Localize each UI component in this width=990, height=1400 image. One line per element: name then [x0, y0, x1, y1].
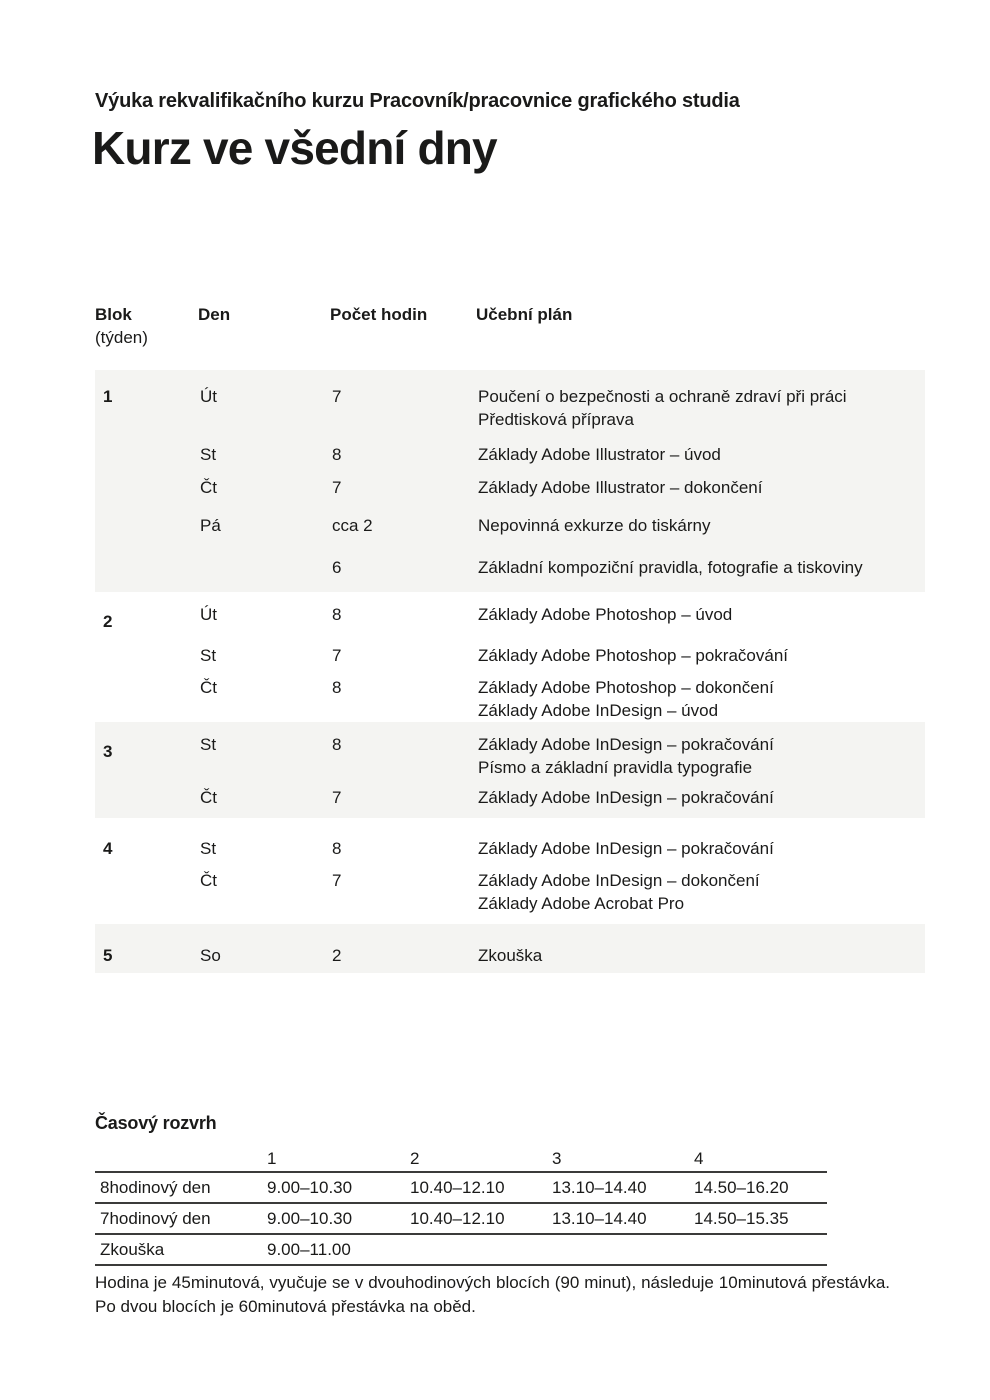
plan-line: Základní kompoziční pravidla, fotografie a tiskoviny: [478, 558, 863, 577]
course-blocks: [95, 370, 925, 973]
plan-line: Předtisková příprava: [478, 410, 634, 429]
timetable-row-label: 8hodinový den: [100, 1178, 211, 1197]
block-number-cell: [95, 944, 200, 967]
course-row: [95, 944, 925, 967]
course-block-3: [95, 722, 925, 818]
day-cell: St: [200, 839, 217, 858]
document-subtitle: Výuka rekvalifikačního kurzu Pracovník/pracovnice grafického studia: [95, 90, 740, 112]
day-cell: [200, 556, 332, 579]
timetable-time: 9.00–10.30: [267, 1209, 353, 1228]
plan-line: Nepovinná exkurze do tiskárny: [478, 516, 711, 535]
timetable-col-header-2: 2: [410, 1149, 420, 1168]
plan-cell: [478, 733, 925, 779]
timetable-time: 13.10–14.40: [552, 1178, 647, 1197]
column-header-blok-sub: (týden): [95, 328, 148, 347]
timetable-time: [410, 1239, 552, 1261]
block-number-cell: [95, 676, 200, 722]
course-row: [95, 443, 925, 466]
day-cell: Pá: [200, 516, 221, 535]
course-row: [95, 869, 925, 915]
course-block-1: [95, 370, 925, 592]
hours-cell: 8: [332, 678, 342, 697]
day-cell: St: [200, 445, 217, 464]
plan-line: Základy Adobe Photoshop – pokračování: [478, 646, 788, 665]
block-number: 2: [103, 612, 113, 631]
timetable-time: [552, 1239, 694, 1261]
course-block-5: [95, 924, 925, 973]
block-number-cell: [95, 556, 200, 579]
hours-cell: 8: [332, 735, 342, 754]
column-header-ucebni-plan: Učební plán: [476, 305, 573, 324]
block-number-cell: [95, 733, 200, 779]
plan-cell: [478, 514, 925, 537]
day-cell: Čt: [200, 788, 217, 807]
course-row: [95, 476, 925, 499]
plan-line: Základy Adobe InDesign – pokračování: [478, 788, 774, 807]
plan-line: Základy Adobe Photoshop – úvod: [478, 605, 733, 624]
block-number-cell: [95, 603, 200, 631]
block-number: 5: [103, 946, 113, 965]
block-number-cell: [95, 385, 200, 431]
course-row: [95, 676, 925, 722]
hours-cell: 6: [332, 558, 342, 577]
plan-cell: [478, 837, 925, 860]
day-cell: Čt: [200, 678, 217, 697]
column-header-pocet-hodin: Počet hodin: [330, 305, 428, 324]
timetable-time: 10.40–12.10: [410, 1178, 505, 1197]
timetable-time: 13.10–14.40: [552, 1209, 647, 1228]
day-cell: Út: [200, 387, 217, 406]
block-number-cell: [95, 514, 200, 537]
course-row: [95, 385, 925, 431]
timetable-time: 10.40–12.10: [410, 1209, 505, 1228]
plan-cell: [478, 385, 925, 431]
plan-cell: [478, 676, 925, 722]
course-row: [95, 514, 925, 537]
hours-cell: 7: [332, 478, 342, 497]
day-cell: Čt: [200, 871, 217, 890]
plan-line: Základy Adobe InDesign – pokračování: [478, 735, 774, 754]
timetable-row-label: 7hodinový den: [100, 1209, 211, 1228]
hours-cell: 8: [332, 839, 342, 858]
timetable-col-header-1: 1: [267, 1149, 277, 1168]
plan-cell: [478, 644, 925, 667]
plan-cell: [478, 476, 925, 499]
hours-cell: 7: [332, 646, 342, 665]
day-cell: Út: [200, 605, 217, 624]
hours-cell: 8: [332, 605, 342, 624]
hours-cell: 7: [332, 871, 342, 890]
plan-line: Základy Adobe Photoshop – dokončení: [478, 678, 774, 697]
timetable-time: 9.00–11.00: [267, 1240, 351, 1259]
column-header-den: Den: [198, 305, 231, 324]
timetable-time: 14.50–16.20: [694, 1178, 789, 1197]
timetable-col-header-3: 3: [552, 1149, 562, 1168]
plan-line: Základy Adobe InDesign – úvod: [478, 701, 719, 720]
day-cell: Čt: [200, 478, 217, 497]
block-number: 1: [103, 387, 113, 406]
timetable-row-label: Zkouška: [100, 1240, 165, 1259]
course-row: [95, 644, 925, 667]
course-row: [95, 837, 925, 860]
block-number-cell: [95, 869, 200, 915]
hours-cell: 7: [332, 788, 342, 807]
timetable-heading: Časový rozvrh: [95, 1113, 217, 1133]
block-number-cell: [95, 476, 200, 499]
plan-line: Základy Adobe Illustrator – úvod: [478, 445, 721, 464]
timetable-row: [95, 1235, 827, 1266]
timetable-header-empty: [95, 1148, 267, 1170]
timetable-rows: [95, 1173, 827, 1266]
course-row: [95, 733, 925, 779]
plan-cell: [478, 786, 925, 809]
block-number-cell: [95, 644, 200, 667]
plan-line: Základy Adobe InDesign – pokračování: [478, 839, 774, 858]
plan-cell: [478, 443, 925, 466]
block-number-cell: [95, 837, 200, 860]
plan-line: Základy Adobe Acrobat Pro: [478, 894, 685, 913]
timetable-row: [95, 1173, 827, 1204]
course-row: [95, 786, 925, 809]
plan-cell: [478, 603, 925, 626]
block-number: 3: [103, 742, 113, 761]
timetable-time: 14.50–15.35: [694, 1209, 789, 1228]
block-number: 4: [103, 839, 113, 858]
plan-cell: [478, 944, 925, 967]
timetable-col-header-4: 4: [694, 1149, 704, 1168]
plan-line: Základy Adobe InDesign – dokončení: [478, 871, 760, 890]
timetable-row: [95, 1204, 827, 1235]
course-row: [95, 556, 925, 579]
hours-cell: 7: [332, 387, 342, 406]
hours-cell: cca 2: [332, 516, 373, 535]
plan-line: Písmo a základní pravidla typografie: [478, 758, 753, 777]
course-block-2: [95, 592, 925, 722]
timetable-time: 9.00–10.30: [267, 1178, 353, 1197]
plan-line: Zkouška: [478, 946, 543, 965]
block-number-cell: [95, 786, 200, 809]
day-cell: St: [200, 646, 217, 665]
day-cell: St: [200, 735, 217, 754]
plan-line: Základy Adobe Illustrator – dokončení: [478, 478, 763, 497]
plan-cell: [478, 869, 925, 915]
course-block-4: [95, 818, 925, 924]
block-number-cell: [95, 443, 200, 466]
hours-cell: 2: [332, 946, 342, 965]
footer-note: Hodina je 45minutová, vyučuje se v dvouhodinových blocích (90 minut), následuje 10minutová přestávka. Po dvou blocích je 60minutová přestávka na oběd.: [95, 1273, 890, 1316]
page-title: Kurz ve všední dny: [92, 122, 497, 174]
column-header-blok-label: Blok: [95, 305, 132, 324]
timetable-section: [95, 1113, 827, 1266]
plan-cell: [478, 556, 925, 579]
plan-line: Poučení o bezpečnosti a ochraně zdraví při práci: [478, 387, 847, 406]
timetable-time: [694, 1239, 827, 1261]
timetable-header-row: [95, 1148, 827, 1173]
course-table-header: [95, 303, 925, 349]
course-row: [95, 603, 925, 631]
day-cell: So: [200, 946, 221, 965]
column-header-blok: [95, 303, 198, 349]
hours-cell: 8: [332, 445, 342, 464]
